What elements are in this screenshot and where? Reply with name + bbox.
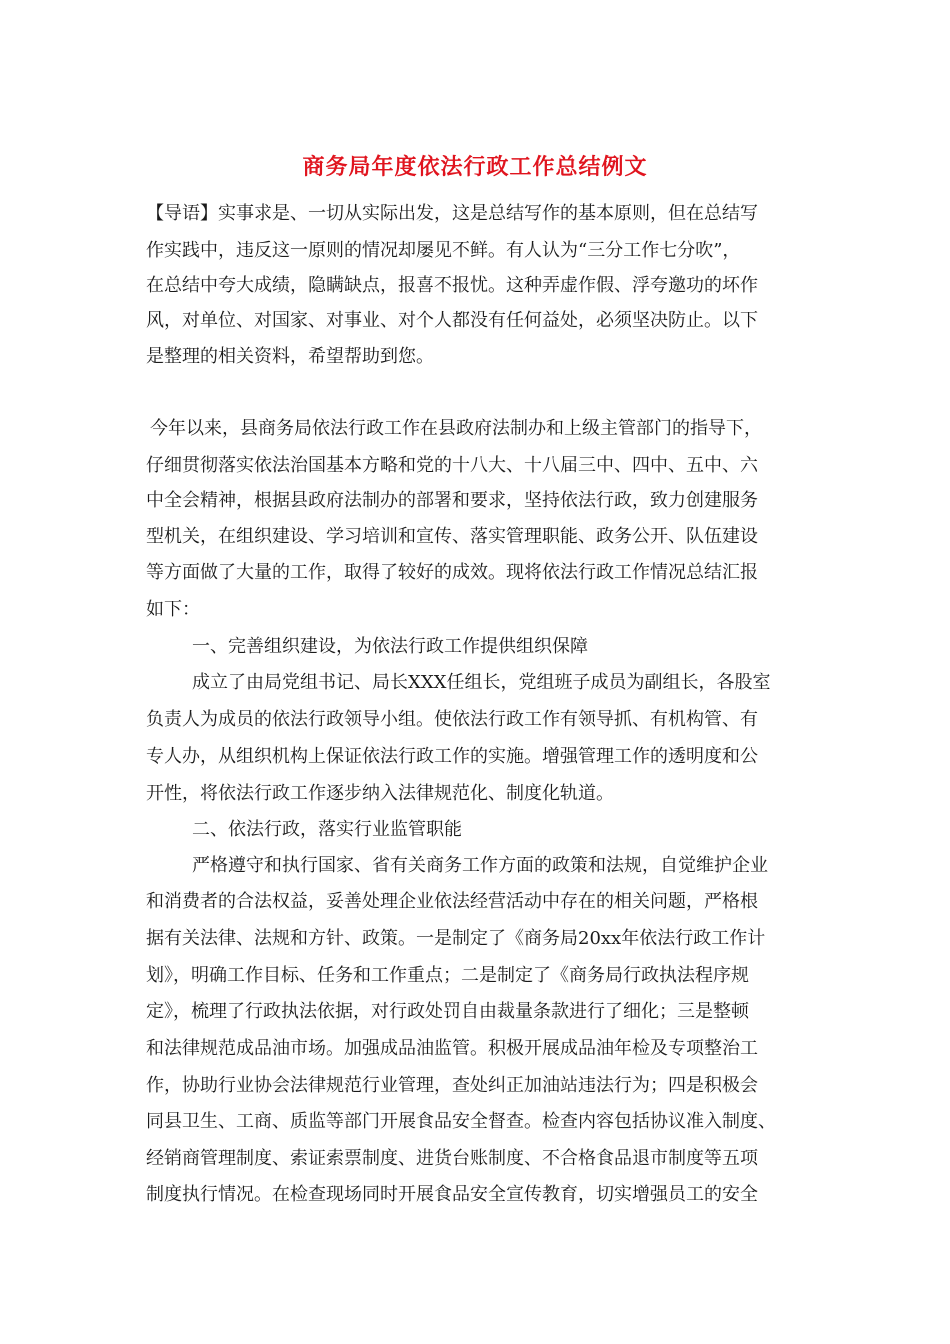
intro-line: 是整理的相关资料，希望帮助到您。 xyxy=(146,346,434,367)
intro-line: 作实践中，违反这一原则的情况却屡见不鲜。有人认为“三分工作七分吹”， xyxy=(146,240,741,261)
body-line: 负责人为成员的依法行政领导小组。使依法行政工作有领导抓、有机构管、有 xyxy=(146,709,758,730)
body-line: 划》，明确工作目标、任务和工作重点；二是制定了《商务局行政执法程序规 xyxy=(146,965,749,986)
body-line: 和消费者的合法权益，妥善处理企业依法经营活动中存在的相关问题，严格根 xyxy=(146,891,758,912)
body-line: 作，协助行业协会法律规范行业管理，查处纠正加油站违法行为；四是积极会 xyxy=(146,1075,758,1096)
body-line: 经销商管理制度、索证索票制度、进货台账制度、不合格食品退市制度等五项 xyxy=(146,1148,758,1169)
document-title: 商务局年度依法行政工作总结例文 xyxy=(302,154,648,180)
body-line: 今年以来，县商务局依法行政工作在县政府法制办和上级主管部门的指导下， xyxy=(150,418,762,439)
body-line: 如下： xyxy=(146,599,200,620)
body-line: 中全会精神，根据县政府法制办的部署和要求，坚持依法行政，致力创建服务 xyxy=(146,490,758,511)
body-line: 和法律规范成品油市场。加强成品油监管。积极开展成品油年检及专项整治工 xyxy=(146,1038,758,1059)
body-line: 同县卫生、工商、质监等部门开展食品安全督查。检查内容包括协议准入制度、 xyxy=(146,1111,776,1132)
body-line: 等方面做了大量的工作，取得了较好的成效。现将依法行政工作情况总结汇报 xyxy=(146,562,758,583)
body-line: 专人办，从组织机构上保证依法行政工作的实施。增强管理工作的透明度和公 xyxy=(146,746,758,767)
body-line: 制度执行情况。在检查现场同时开展食品安全宣传教育，切实增强员工的安全 xyxy=(146,1184,758,1205)
body-line: 开性，将依法行政工作逐步纳入法律规范化、制度化轨道。 xyxy=(146,783,614,804)
intro-line: 在总结中夸大成绩，隐瞒缺点，报喜不报忧。这种弄虚作假、浮夸邀功的坏作 xyxy=(146,275,758,296)
body-line: 定》，梳理了行政执法依据，对行政处罚自由裁量条款进行了细化；三是整顿 xyxy=(146,1001,749,1022)
body-line: 严格遵守和执行国家、省有关商务工作方面的政策和法规，自觉维护企业 xyxy=(192,855,768,876)
section-heading: 二、依法行政，落实行业监管职能 xyxy=(192,819,462,840)
intro-line: 风，对单位、对国家、对事业、对个人都没有任何益处，必须坚决防止。以下 xyxy=(146,310,758,331)
body-line: 据有关法律、法规和方针、政策。一是制定了《商务局20xx年依法行政工作计 xyxy=(146,928,766,949)
section-heading: 一、完善组织建设，为依法行政工作提供组织保障 xyxy=(192,636,588,657)
intro-line: 【导语】实事求是、一切从实际出发，这是总结写作的基本原则，但在总结写 xyxy=(146,203,758,224)
body-line: 仔细贯彻落实依法治国基本方略和党的十八大、十八届三中、四中、五中、六 xyxy=(146,455,758,476)
body-line: 型机关，在组织建设、学习培训和宣传、落实管理职能、政务公开、队伍建设 xyxy=(146,526,758,547)
body-line: 成立了由局党组书记、局长XXX任组长，党组班子成员为副组长，各股室 xyxy=(192,672,771,693)
